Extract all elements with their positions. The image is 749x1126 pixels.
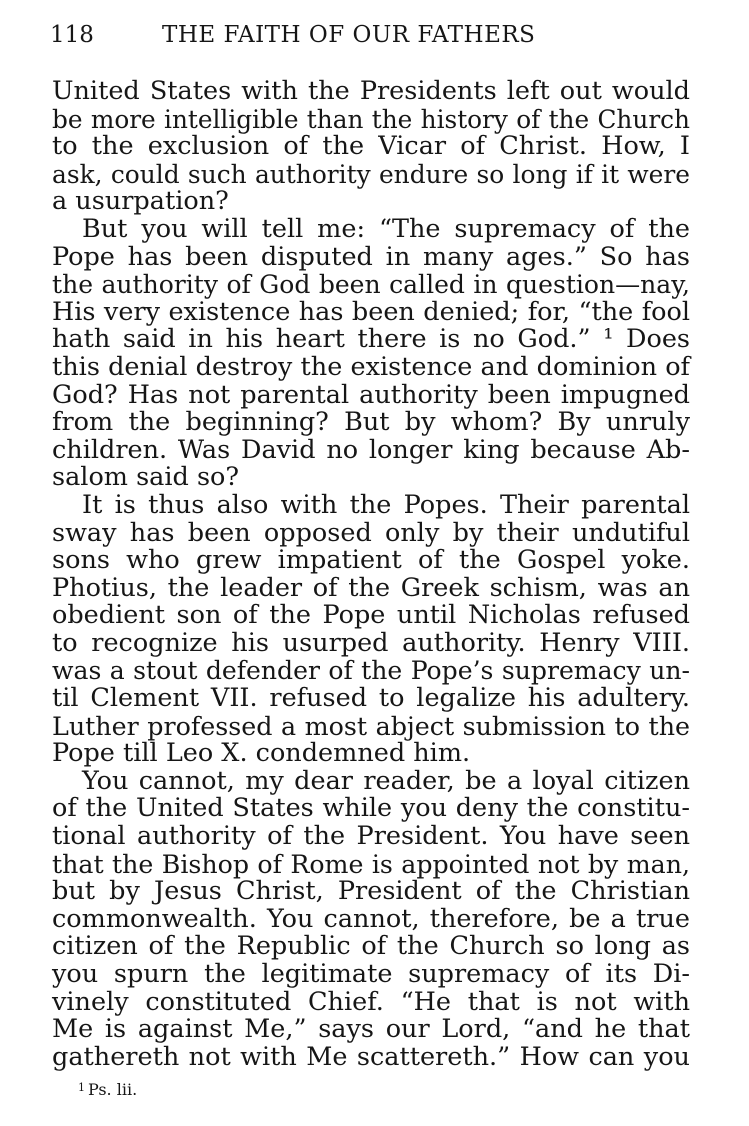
text-line: You cannot, my dear reader, be a loyal citizen: [82, 765, 690, 796]
running-title: THE FAITH OF OUR FATHERS: [162, 22, 536, 48]
text-line: but by Jesus Christ, President of the Christian: [52, 876, 690, 907]
text-line: to recognize his usurped authority. Henry VIII.: [52, 627, 690, 658]
footnote-marker: 1: [78, 1081, 85, 1094]
text-line: vinely constituted Chief. “He that is not with: [52, 986, 690, 1017]
footnote-text: Ps. lii.: [88, 1080, 138, 1099]
text-line: Pope has been disputed in many ages.” So has: [52, 241, 690, 272]
footnote: [78, 1078, 137, 1100]
text-line: obedient son of the Pope until Nicholas refused: [52, 600, 690, 631]
text-line: Me is against Me,” says our Lord, “and he that: [52, 1014, 690, 1045]
text-line: you spurn the legitimate supremacy of its Di-: [52, 959, 690, 989]
text-line: It is thus also with the Popes. Their parental: [82, 489, 690, 520]
body-text: [52, 78, 690, 1071]
text-line: commonwealth. You cannot, therefore, be a true: [52, 903, 690, 934]
page-number: 118: [50, 22, 94, 48]
text-line: His very existence has been denied; for, “the fool: [52, 296, 690, 327]
text-line: this denial destroy the existence and dominion of: [52, 351, 690, 382]
text-line: sway has been opposed only by their undutiful: [52, 517, 690, 548]
text-line: to the exclusion of the Vicar of Christ. How, I: [52, 131, 690, 162]
text-line: hath said in his heart there is no God.” ¹ Does: [52, 324, 690, 355]
text-line: gathereth not with Me scattereth.” How can you: [52, 1041, 690, 1072]
text-line: til Clement VII. refused to legalize his adultery.: [52, 683, 690, 714]
text-line: a usurpation?: [52, 186, 229, 217]
text-line: ask, could such authority endure so long if it were: [52, 159, 690, 189]
text-line: salom said so?: [52, 462, 240, 493]
text-line: Photius, the leader of the Greek schism, was an: [52, 572, 690, 603]
text-line: citizen of the Republic of the Church so long as: [52, 931, 690, 962]
text-line: children. Was David no longer king because Ab-: [52, 434, 690, 465]
text-line: was a stout defender of the Pope’s supremacy un-: [52, 656, 690, 686]
text-line: United States with the Presidents left out would: [52, 76, 690, 106]
running-header: [50, 18, 690, 52]
text-line: tional authority of the President. You have seen: [52, 821, 690, 852]
text-line: be more intelligible than the history of the Church: [52, 104, 690, 134]
text-line: of the United States while you deny the constitu-: [52, 793, 690, 824]
text-line: that the Bishop of Rome is appointed not by man,: [52, 849, 690, 879]
text-line: sons who grew impatient of the Gospel yoke.: [52, 545, 690, 576]
text-line: God? Has not parental authority been impugned: [52, 379, 690, 410]
text-line: Pope till Leo X. condemned him.: [52, 738, 471, 769]
text-line: But you will tell me: “The supremacy of the: [82, 213, 690, 244]
text-line: from the beginning? But by whom? By unruly: [52, 407, 690, 438]
text-line: Luther professed a most abject submission to the: [52, 710, 690, 741]
text-line: the authority of God been called in question—nay,: [52, 270, 690, 300]
